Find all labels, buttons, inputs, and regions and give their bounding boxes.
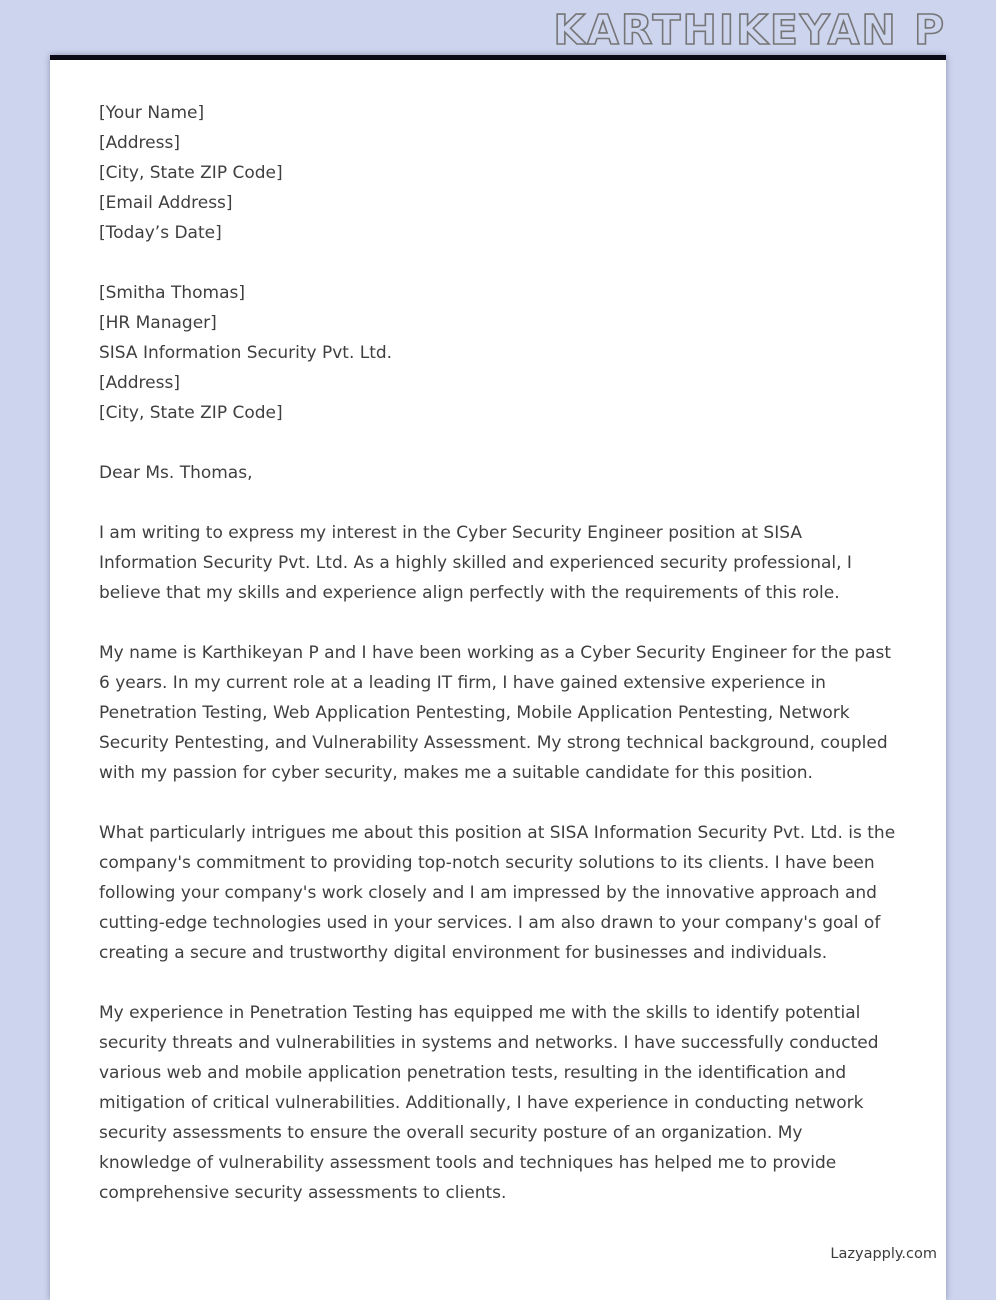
recipient-line: [Smitha Thomas] — [99, 283, 245, 303]
letter-paragraph: What particularly intrigues me about this position at SISA Information Security Pvt. Ltd. is the company's commitment to providing top-notch security solutions to its clients. I have been following your company's work closely and I am impressed by the innovative approach and cutting-edge technologies used in your services. I am also drawn to your company's goal of creating a secure and trustworthy digital environment for businesses and individuals. — [99, 823, 896, 963]
letter-paragraph: I am writing to express my interest in the Cyber Security Engineer position at SISA Information Security Pvt. Ltd. As a highly skilled and experienced security professional, I believe that my skills and experience align perfectly with the requirements of this role. — [99, 523, 852, 603]
sender-line: [City, State ZIP Code] — [99, 163, 283, 183]
recipient-line: [Address] — [99, 373, 180, 393]
letter-paragraph: My name is Karthikeyan P and I have been working as a Cyber Security Engineer for the past 6 years. In my current role at a leading IT firm, I have gained extensive experience in Penetration Testing, Web Application Pentesting, Mobile Application Pentesting, Network Security Pentesting, and Vulnerability Assessment. My strong technical background, coupled with my passion for cyber security, makes me a suitable candidate for this position. — [99, 643, 892, 783]
sender-line: [Email Address] — [99, 193, 233, 213]
recipient-line: [City, State ZIP Code] — [99, 403, 283, 423]
letter-content — [50, 60, 946, 1208]
letter-page — [50, 55, 946, 1300]
salutation: Dear Ms. Thomas, — [99, 463, 253, 483]
watermark-text: Lazyapply.com — [830, 1246, 937, 1262]
page-header-name: KARTHIKEYAN P — [553, 6, 946, 54]
letter-paragraph: My experience in Penetration Testing has equipped me with the skills to identify potential security threats and vulnerabilities in systems and networks. I have successfully conducted various web and mobile application penetration tests, resulting in the identification and mitigation of critical vulnerabilities. Additionally, I have experience in conducting network security assessments to ensure the overall security posture of an organization. My knowledge of vulnerability assessment tools and techniques has helped me to provide comprehensive security assessments to clients. — [99, 1003, 879, 1203]
sender-line: [Today’s Date] — [99, 223, 222, 243]
recipient-line: [HR Manager] — [99, 313, 217, 333]
sender-line: [Your Name] — [99, 103, 205, 123]
sender-line: [Address] — [99, 133, 180, 153]
sender-address-block — [99, 98, 898, 248]
recipient-address-block — [99, 278, 898, 428]
recipient-line: SISA Information Security Pvt. Ltd. — [99, 343, 393, 363]
